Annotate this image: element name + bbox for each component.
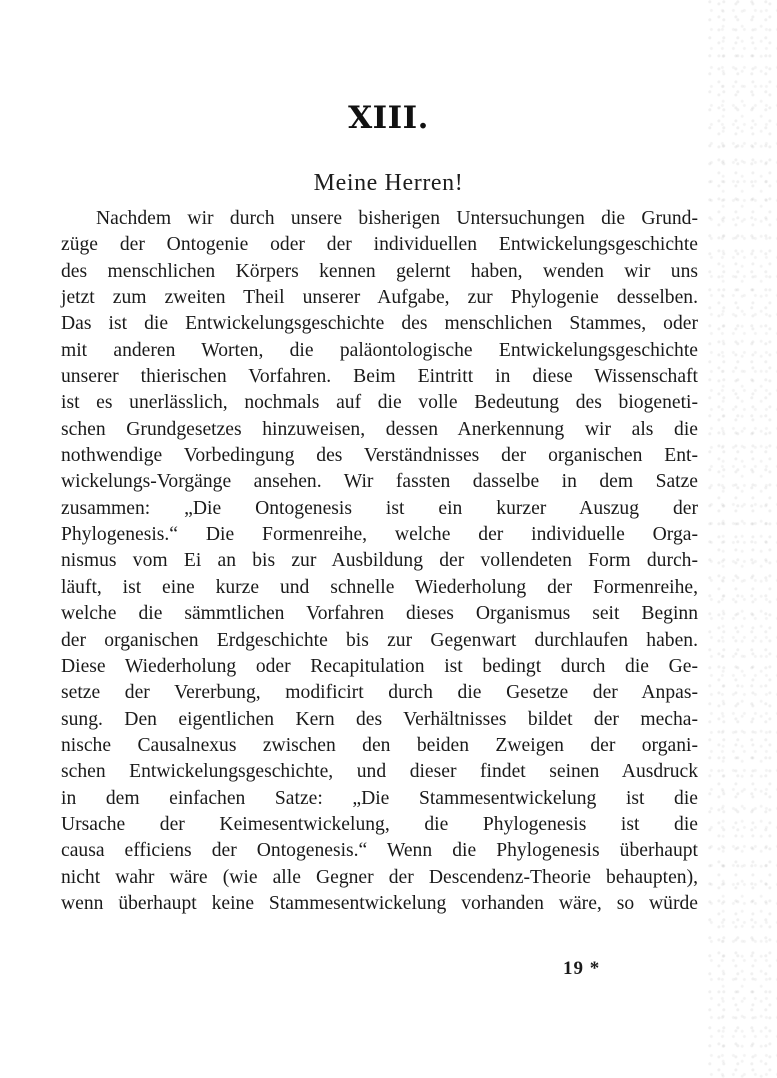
text-line: Nachdem wir durch unsere bisherigen Untersuchungen die Grund- [96,208,698,229]
text-line: züge der Ontogenie oder der individuellen Entwickelungsgeschichte [61,234,698,256]
text-line: läuft, ist eine kurze und schnelle Wiederholung der Formenreihe, [61,576,698,598]
text-line: nicht wahr wäre (wie alle Gegner der Descendenz-Theorie behaupten), [61,866,698,888]
text-line: wenn überhaupt keine Stammesentwickelung vorhanden wäre, so würde [61,892,698,914]
text-line: nische Causalnexus zwischen den beiden Zweigen der organi- [61,734,698,756]
text-line: jetzt zum zweiten Theil unserer Aufgabe, zur Phylogenie desselben. [61,287,698,309]
text-line: in dem einfachen Satze: „Die Stammesentwickelung ist die [61,787,698,809]
text-line: sung. Den eigentlichen Kern des Verhältnisses bildet der mecha- [61,708,698,730]
text-line: nismus vom Ei an bis zur Ausbildung der vollendeten Form durch- [61,550,698,572]
text-line: unserer thierischen Vorfahren. Beim Eintritt in diese Wissenschaft [61,366,698,388]
text-line: zusammen: „Die Ontogenesis ist ein kurzer Auszug der [61,497,698,519]
paper-edge-texture [707,0,777,1078]
text-line: schen Grundgesetzes hinzuweisen, dessen Anerkennung wir als die [61,418,698,440]
page-number: 19 * [563,958,601,979]
text-line: causa efficiens der Ontogenesis.“ Wenn die Phylogenesis überhaupt [61,840,698,862]
text-line: setze der Vererbung, modificirt durch die Gesetze der Anpas- [61,682,698,704]
text-line: der organischen Erdgeschichte bis zur Gegenwart durchlaufen haben. [61,629,698,651]
text-line: mit anderen Worten, die paläontologische Entwickelungsgeschichte [61,339,698,361]
text-line: schen Entwickelungsgeschichte, und dieser findet seinen Ausdruck [61,761,698,783]
text-line: wickelungs-Vorgänge ansehen. Wir fassten dasselbe in dem Satze [61,471,698,493]
chapter-heading: XIII. [348,100,429,136]
text-line: Das ist die Entwickelungsgeschichte des menschlichen Stammes, oder [61,313,698,335]
body-paragraph [61,206,698,917]
text-line: welche die sämmtlichen Vorfahren dieses Organismus seit Beginn [61,603,698,625]
text-line: ist es unerlässlich, nochmals auf die volle Bedeutung des biogeneti- [61,392,698,414]
salutation: Meine Herren! [313,170,464,196]
text-line: Phylogenesis.“ Die Formenreihe, welche der individuelle Orga- [61,524,698,546]
text-line: nothwendige Vorbedingung des Verständnisses der organischen Ent- [61,445,698,467]
text-line: des menschlichen Körpers kennen gelernt haben, wenden wir uns [61,260,698,282]
text-line: Diese Wiederholung oder Recapitulation ist bedingt durch die Ge- [61,655,698,677]
text-line: Ursache der Keimesentwickelung, die Phylogenesis ist die [61,813,698,835]
